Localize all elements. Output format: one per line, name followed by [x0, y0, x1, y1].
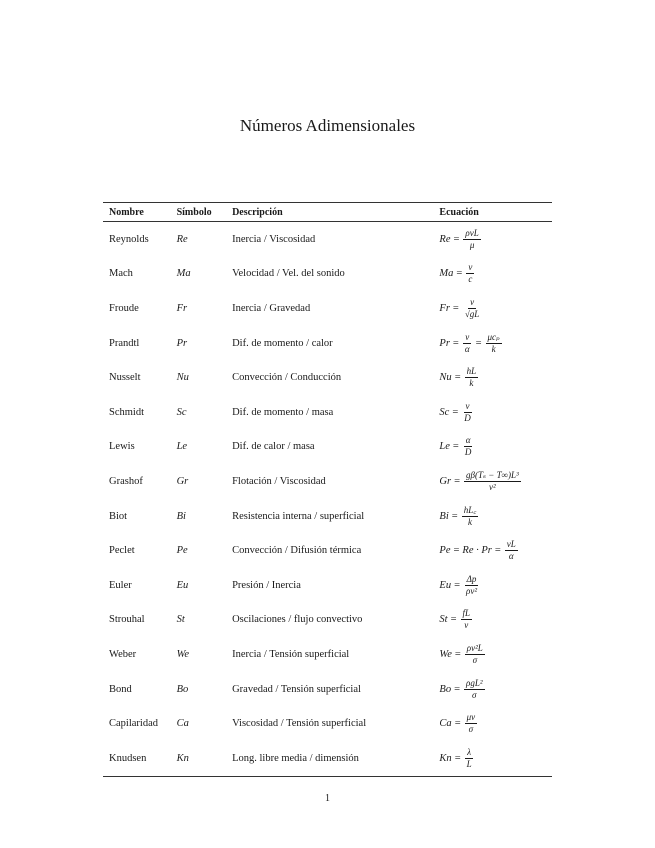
fraction-denominator: σ	[472, 654, 478, 665]
equation-lhs: St	[439, 614, 448, 626]
row-symbol: Gr	[176, 475, 189, 487]
equation	[439, 401, 473, 424]
equation-lhs: Re	[439, 233, 451, 245]
row-name: Knudsen	[109, 752, 147, 764]
row-equation	[433, 360, 552, 395]
fraction	[463, 435, 474, 458]
row-equation	[433, 672, 552, 707]
row-symbol: Bo	[176, 683, 189, 695]
fraction-numerator: hL	[466, 366, 477, 377]
table-row	[103, 430, 552, 465]
fraction	[462, 505, 479, 528]
row-name: Bond	[109, 683, 132, 695]
table-row	[103, 395, 552, 430]
row-description: Inercia / Tensión superficial	[232, 648, 350, 660]
equals-sign: =	[454, 718, 461, 730]
table-row	[103, 637, 552, 672]
table-row	[103, 672, 552, 707]
fraction	[505, 539, 518, 562]
row-name: Euler	[109, 579, 132, 591]
fraction	[465, 747, 474, 770]
equation	[439, 678, 485, 701]
row-description: Dif. de momento / calor	[232, 337, 333, 349]
row-equation	[433, 706, 552, 741]
fraction-numerator: Δp	[466, 573, 477, 584]
fraction	[464, 678, 485, 701]
equation	[439, 228, 481, 251]
table-row	[103, 741, 552, 776]
fraction	[465, 643, 485, 666]
equation	[439, 712, 478, 735]
row-description: Velocidad / Vel. del sonido	[232, 268, 345, 280]
row-description: Gravedad / Tensión superficial	[232, 683, 361, 695]
fraction	[464, 470, 521, 493]
row-description: Flotación / Viscosidad	[232, 475, 326, 487]
row-symbol: Nu	[176, 372, 189, 384]
fraction-numerator: ν	[465, 331, 470, 342]
equals-sign: =	[453, 545, 460, 557]
row-equation	[433, 291, 552, 326]
fraction-numerator: fL	[462, 608, 471, 619]
row-name: Schmidt	[109, 406, 145, 418]
row-symbol: Le	[176, 441, 188, 453]
equation	[439, 262, 475, 285]
row-equation	[433, 533, 552, 568]
header-description: Descripción	[226, 203, 433, 222]
row-name: Capilaridad	[109, 718, 158, 730]
table-header-row	[103, 203, 552, 222]
fraction-denominator: ρv²	[466, 585, 478, 596]
fraction-numerator: vL	[506, 539, 516, 550]
page-title: Números Adimensionales	[239, 116, 416, 135]
equation-pre: Re · Pr	[462, 545, 492, 557]
fraction-numerator: ρv²L	[466, 642, 483, 653]
equals-sign: =	[452, 302, 459, 314]
row-name: Grashof	[109, 475, 143, 487]
equals-sign: =	[450, 614, 457, 626]
row-name: Strouhal	[109, 614, 145, 626]
row-description: Convección / Conducción	[232, 372, 342, 384]
equation-lhs: Kn	[439, 752, 452, 764]
fraction-numerator: v	[468, 262, 473, 273]
row-name: Reynolds	[109, 233, 149, 245]
row-equation	[433, 637, 552, 672]
fraction-denominator: D	[464, 412, 471, 423]
row-name: Nusselt	[109, 372, 141, 384]
fraction-denominator: √gL	[464, 308, 480, 319]
row-symbol: Fr	[176, 302, 188, 314]
equation	[439, 539, 518, 562]
equation-lhs: Eu	[439, 579, 452, 591]
equals-sign: =	[494, 545, 501, 557]
fraction-denominator: α	[508, 551, 514, 562]
equation	[439, 747, 474, 770]
equation-lhs: We	[439, 648, 452, 660]
row-description: Resistencia interna / superficial	[232, 510, 365, 522]
header-name: Nombre	[103, 203, 171, 222]
table-row	[103, 291, 552, 326]
equals-sign: =	[451, 510, 458, 522]
fraction-denominator: ν²	[489, 481, 496, 492]
fraction-denominator: σ	[472, 689, 477, 700]
row-description: Convección / Difusión térmica	[232, 545, 362, 557]
equals-sign: =	[454, 579, 461, 591]
row-equation	[433, 257, 552, 292]
fraction-numerator: α	[465, 435, 471, 446]
fraction-numerator: μv	[466, 712, 476, 723]
equals-sign: =	[452, 337, 459, 349]
row-name: Froude	[109, 302, 139, 314]
equation-lhs: Nu	[439, 372, 452, 384]
dimensionless-numbers-table	[103, 202, 552, 777]
row-description: Oscilaciones / flujo convectivo	[232, 614, 363, 626]
equals-sign: =	[456, 268, 463, 280]
table-row	[103, 257, 552, 292]
row-description: Long. libre media / dimensión	[232, 752, 359, 764]
table-row	[103, 533, 552, 568]
row-symbol: Eu	[176, 579, 189, 591]
row-equation	[433, 741, 552, 776]
row-equation	[433, 395, 552, 430]
row-equation	[433, 326, 552, 361]
fraction-denominator: k	[468, 516, 472, 527]
header-equation: Ecuación	[433, 203, 552, 222]
fraction-denominator: μ	[469, 239, 475, 250]
fraction	[465, 712, 478, 735]
fraction	[462, 401, 473, 424]
fraction-denominator: c	[468, 274, 473, 285]
equation-lhs: Gr	[439, 475, 452, 487]
row-description: Inercia / Viscosidad	[232, 233, 316, 245]
fraction-denominator: α	[464, 343, 470, 354]
fraction-denominator: σ	[468, 724, 474, 735]
equation-lhs: Ca	[439, 718, 452, 730]
row-equation	[433, 568, 552, 603]
equation	[439, 608, 473, 631]
table-row	[103, 360, 552, 395]
row-symbol: Pe	[176, 545, 188, 557]
fraction-numerator: ν	[465, 400, 470, 411]
fraction	[464, 574, 479, 597]
row-description: Inercia / Gravedad	[232, 302, 311, 314]
row-equation	[433, 499, 552, 534]
equals-sign: =	[454, 372, 461, 384]
fraction-numerator: v	[470, 296, 475, 307]
fraction-numerator: hL꜀	[463, 504, 477, 515]
fraction	[463, 332, 472, 355]
fraction	[463, 297, 481, 320]
row-equation	[433, 222, 552, 257]
row-symbol: St	[176, 614, 185, 626]
row-equation	[433, 603, 552, 638]
fraction-numerator: μcₚ	[487, 331, 500, 342]
row-name: Weber	[109, 648, 137, 660]
fraction	[463, 228, 480, 251]
fraction-denominator: k	[469, 378, 474, 389]
equation	[439, 297, 482, 320]
row-name: Peclet	[109, 545, 135, 557]
equation-lhs: Le	[439, 441, 450, 453]
equals-sign: =	[454, 683, 461, 695]
row-symbol: Sc	[176, 406, 187, 418]
table-row	[103, 706, 552, 741]
row-name: Biot	[109, 510, 128, 522]
equation	[439, 505, 479, 528]
fraction-numerator: gβ(Tₛ − T∞)L³	[466, 469, 519, 480]
fraction-denominator: v	[464, 620, 469, 631]
row-equation	[433, 430, 552, 465]
equation-lhs: Bi	[439, 510, 449, 522]
equals-sign: =	[475, 337, 482, 349]
fraction	[461, 608, 473, 631]
row-symbol: Pr	[176, 337, 188, 349]
equals-sign: =	[453, 233, 460, 245]
equation-lhs: Fr	[439, 302, 450, 314]
equation	[439, 332, 502, 355]
fraction-numerator: ρgL²	[466, 677, 483, 688]
table-row	[103, 326, 552, 361]
fraction	[465, 366, 479, 389]
equation	[439, 435, 474, 458]
fraction-denominator: L	[466, 758, 472, 769]
row-name: Lewis	[109, 441, 135, 453]
equation	[439, 574, 480, 597]
row-symbol: Ma	[176, 268, 191, 280]
equation-lhs: Ma	[439, 268, 454, 280]
equation-lhs: Pe	[439, 545, 451, 557]
equation-lhs: Bo	[439, 683, 452, 695]
equation	[439, 366, 479, 389]
row-description: Dif. de calor / masa	[232, 441, 315, 453]
row-symbol: Bi	[176, 510, 186, 522]
row-description: Dif. de momento / masa	[232, 406, 334, 418]
fraction-denominator: k	[491, 343, 496, 354]
row-symbol: Kn	[176, 752, 189, 764]
table-row	[103, 568, 552, 603]
row-symbol: Re	[176, 233, 188, 245]
fraction	[486, 332, 502, 355]
row-equation	[433, 464, 552, 499]
table-row	[103, 464, 552, 499]
row-symbol: We	[176, 648, 190, 660]
row-symbol: Ca	[176, 718, 189, 730]
row-description: Presión / Inercia	[232, 579, 301, 591]
equation-lhs: Pr	[439, 337, 450, 349]
row-name: Mach	[109, 268, 133, 280]
table-row	[103, 603, 552, 638]
equals-sign: =	[452, 406, 459, 418]
equation	[439, 470, 521, 493]
equation-lhs: Sc	[439, 406, 450, 418]
table-row	[103, 499, 552, 534]
fraction-numerator: ρvL	[465, 227, 479, 238]
fraction	[466, 262, 474, 285]
row-name: Prandtl	[109, 337, 140, 349]
equals-sign: =	[454, 752, 461, 764]
fraction-denominator: D	[464, 447, 472, 458]
fraction-numerator: λ	[467, 746, 472, 757]
table-row	[103, 222, 552, 257]
page-number: 1	[325, 793, 330, 804]
row-description: Viscosidad / Tensión superficial	[232, 718, 367, 730]
equation	[439, 643, 485, 666]
equals-sign: =	[454, 648, 461, 660]
equals-sign: =	[452, 441, 459, 453]
equals-sign: =	[454, 475, 461, 487]
header-symbol: Símbolo	[171, 203, 226, 222]
